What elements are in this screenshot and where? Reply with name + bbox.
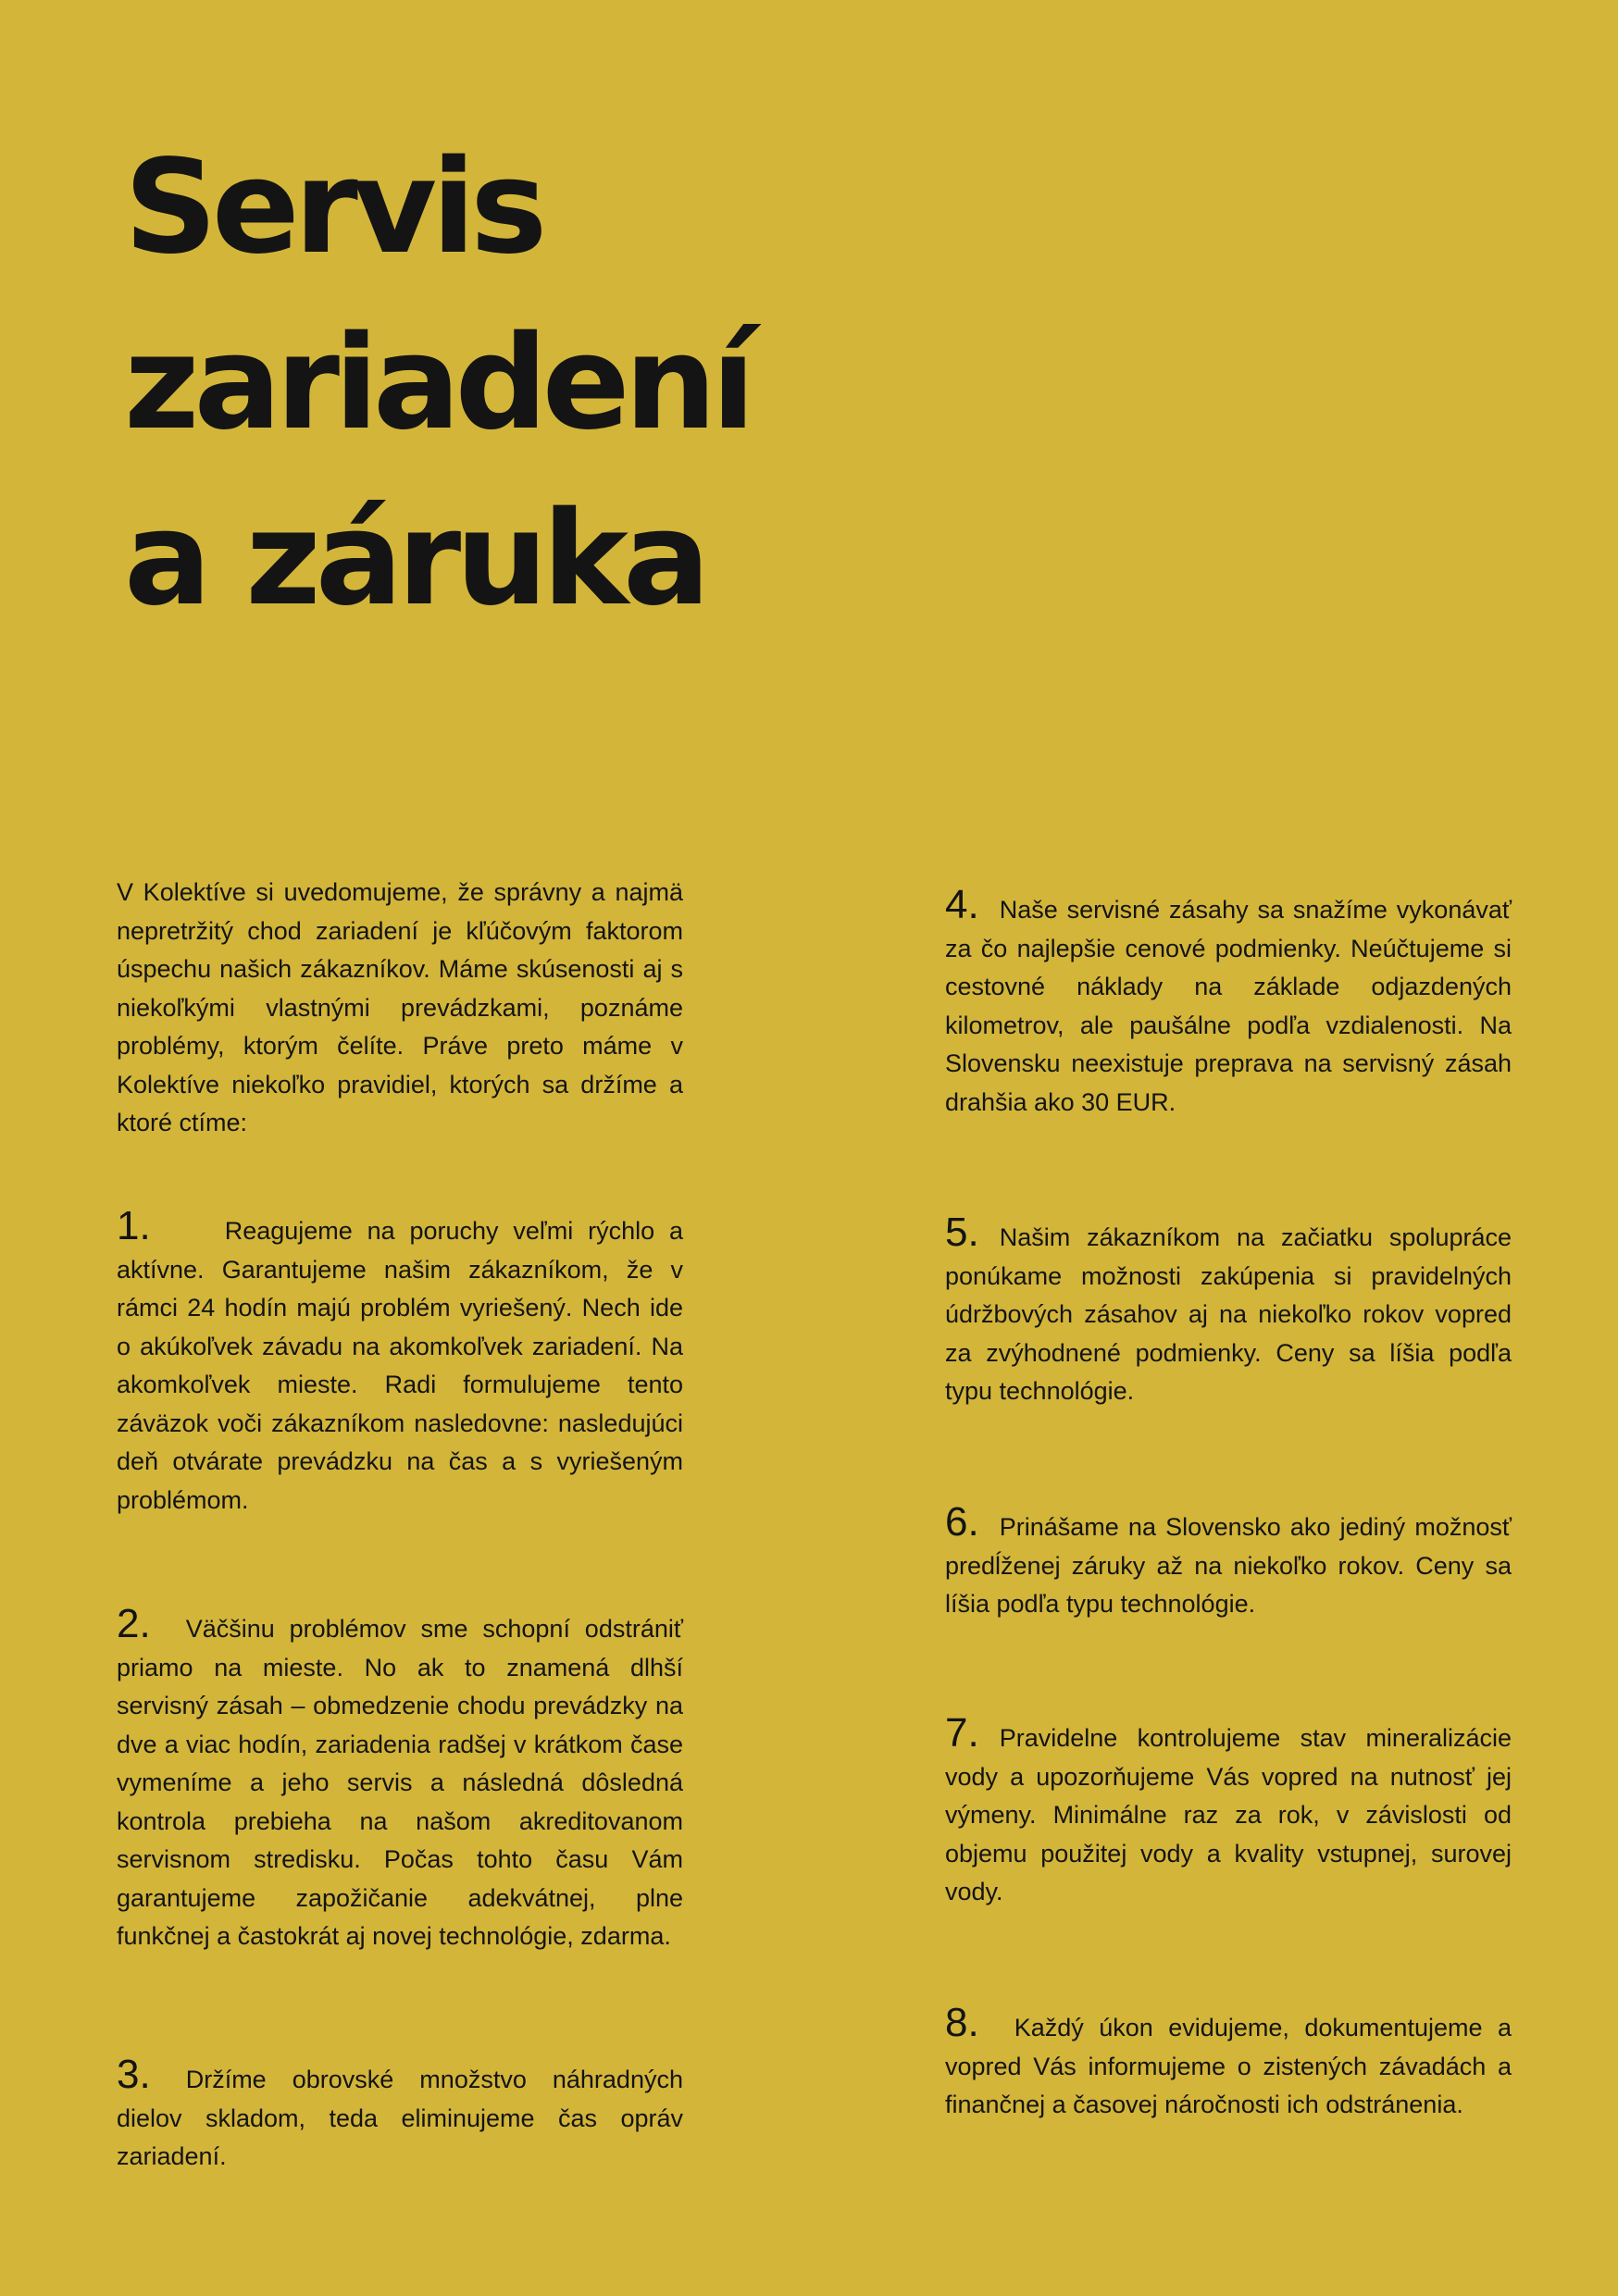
rule-number: 3.	[117, 2052, 151, 2097]
rule-4	[945, 882, 1512, 1122]
rule-text: Reagujeme na poruchy veľmi rýchlo a aktívne. Garantujeme našim zákazníkom, že v rámci 24 hodín majú problém vyriešený. Nech ide o akúkoľvek závadu na akomkoľvek zariadení. Na akomkoľvek mieste. Radi formulujeme tento záväzok voči zákazníkom nasledovne: nasledujúci deň otvárate prevádzku na čas a s vyriešeným problémom.	[117, 1217, 683, 1514]
rule-5	[945, 1210, 1512, 1411]
rule-number: 4.	[945, 882, 979, 927]
rule-2	[117, 1601, 683, 1956]
title-line-2: zariadení	[124, 308, 751, 459]
intro-paragraph: V Kolektíve si uvedomujeme, že správny a najmä nepretržitý chod zariadení je kľúčovým faktorom úspechu našich zákazníkov. Máme skúsenosti aj s niekoľkými vlastnými prevádzkami, poznáme problémy, ktorým čelíte. Práve preto máme v Kolektíve niekoľko pravidiel, ktorých sa držíme a ktoré ctíme:	[117, 878, 683, 1136]
title-line-3: a záruka	[124, 484, 705, 635]
rule-number: 2.	[117, 1601, 151, 1646]
rule-text: Prinášame na Slovensko ako jediný možnosť predĺženej záruky až na niekoľko rokov. Ceny sa líšia podľa typu technológie.	[945, 1513, 1512, 1618]
rule-7	[945, 1710, 1512, 1912]
rule-8	[945, 2000, 1512, 2125]
rule-1	[117, 1203, 683, 1520]
rule-text: Naše servisné zásahy sa snažíme vykonávať za čo najlepšie cenové podmienky. Neúčtujeme si cestovné náklady na základe odjazdených kilometrov, ale paušálne podľa vzdialenosti. Na Slovensku neexistuje preprava na servisný zásah drahšia ako 30 EUR.	[945, 896, 1512, 1116]
rule-3	[117, 2052, 683, 2177]
title-line-1: Servis	[124, 132, 542, 283]
rule-text: Našim zákazníkom na začiatku spolupráce ponúkame možnosti zakúpenia si pravidelných údržbových zásahov aj na niekoľko rokov vopred za zvýhodnené podmienky. Ceny sa líšia podľa typu technológie.	[945, 1223, 1512, 1405]
rule-number: 8.	[945, 2000, 979, 2045]
rule-number: 7.	[945, 1710, 979, 1756]
rule-number: 1.	[117, 1203, 151, 1248]
rule-text: Každý úkon evidujeme, dokumentujeme a vopred Vás informujeme o zistených závadách a finančnej a časovej náročnosti ich odstránenia.	[945, 2014, 1512, 2118]
rule-text: Pravidelne kontrolujeme stav mineralizácie vody a upozorňujeme Vás vopred na nutnosť jej výmeny. Minimálne raz za rok, v závislosti od objemu použitej vody a kvality vstupnej, surovej vody.	[945, 1724, 1512, 1905]
rule-text: Držíme obrovské množstvo náhradných dielov skladom, teda eliminujeme čas opráv zariadení.	[117, 2066, 683, 2170]
rule-number: 6.	[945, 1499, 979, 1545]
rule-text: Väčšinu problémov sme schopní odstrániť priamo na mieste. No ak to znamená dlhší servisný zásah – obmedzenie chodu prevádzky na dve a viac hodín, zariadenia radšej v krátkom čase vymeníme a jeho servis a následná dôsledná kontrola prebieha na našom akreditovanom servisnom stredisku. Počas tohto času Vám garantujeme zapožičanie adekvátnej, plne funkčnej a častokrát aj novej technológie, zdarma.	[117, 1615, 683, 1950]
rule-6	[945, 1499, 1512, 1624]
page-title	[124, 120, 750, 648]
rule-number: 5.	[945, 1210, 979, 1255]
